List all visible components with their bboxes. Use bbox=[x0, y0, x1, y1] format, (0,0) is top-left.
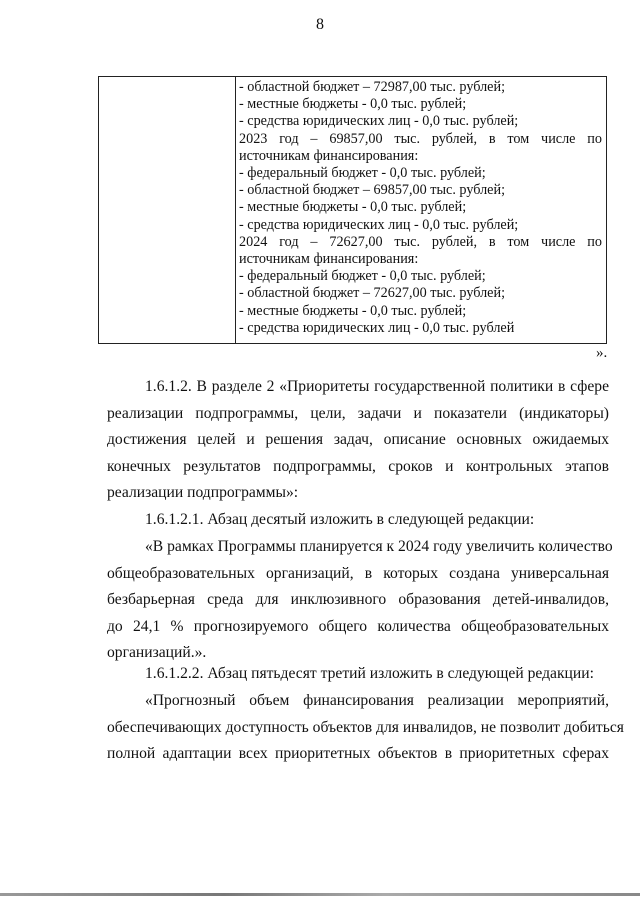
table-line: - федеральный бюджет - 0,0 тыс. рублей; bbox=[239, 165, 486, 182]
table-column-divider bbox=[235, 77, 236, 343]
table-line: - средства юридических лиц - 0,0 тыс. рублей; bbox=[239, 113, 519, 130]
paragraph-section-2 bbox=[107, 374, 609, 507]
paragraph-quote-2 bbox=[107, 688, 624, 768]
paragraph-line: полной адаптации всех приоритетных объектов в приоритетных сферах bbox=[107, 745, 609, 762]
table-line: 2023 год – 69857,00 тыс. рублей, в том числе по bbox=[239, 130, 602, 147]
paragraph-amendment-10 bbox=[107, 507, 609, 534]
paragraph-line: общеобразовательных организаций, в которых создана универсальная bbox=[107, 564, 609, 582]
table-line: - местные бюджеты - 0,0 тыс. рублей; bbox=[239, 96, 467, 113]
table-line: - местные бюджеты - 0,0 тыс. рублей; bbox=[239, 302, 467, 319]
financing-cell bbox=[239, 79, 602, 337]
scan-bottom-edge bbox=[0, 893, 640, 896]
paragraph-line: безбарьерная среда для инклюзивного образования детей-инвалидов, bbox=[107, 591, 609, 608]
paragraph-line: 1.6.1.2.1. Абзац десятый изложить в следующей редакции: bbox=[145, 511, 535, 528]
paragraph-line: реализации подпрограммы, цели, задачи и показатели (индикаторы) bbox=[107, 404, 609, 422]
table-line: - местные бюджеты - 0,0 тыс. рублей; bbox=[239, 199, 467, 216]
page-number: 8 bbox=[316, 16, 324, 33]
closing-quote: ». bbox=[596, 345, 608, 361]
paragraph-line: 1.6.1.2. В разделе 2 «Приоритеты государственной политики в сфере bbox=[145, 378, 609, 395]
paragraph-line: до 24,1 % прогнозируемого общего количества общеобразовательных bbox=[107, 617, 609, 635]
table-line: - средства юридических лиц - 0,0 тыс. рублей; bbox=[239, 216, 519, 233]
paragraph-line: реализации подпрограммы»: bbox=[107, 484, 299, 501]
paragraph-line: организаций.». bbox=[107, 644, 207, 661]
table-line: источникам финансирования: bbox=[239, 147, 419, 164]
paragraph-line: «Прогнозный объем финансирования реализации мероприятий, bbox=[145, 692, 609, 709]
financing-table bbox=[98, 76, 607, 344]
paragraph-line: 1.6.1.2.2. Абзац пятьдесят третий изложить в следующей редакции: bbox=[145, 665, 594, 682]
table-line: - средства юридических лиц - 0,0 тыс. рублей bbox=[239, 319, 515, 336]
paragraph-amendment-53 bbox=[107, 661, 609, 688]
paragraph-line: конечных результатов подпрограммы, сроков и контрольных этапов bbox=[107, 457, 609, 475]
table-line: - федеральный бюджет - 0,0 тыс. рублей; bbox=[239, 268, 486, 285]
table-line: 2024 год – 72627,00 тыс. рублей, в том числе по bbox=[239, 233, 602, 250]
paragraph-quote-1 bbox=[107, 534, 613, 667]
table-line: - областной бюджет – 72627,00 тыс. рублей; bbox=[239, 285, 506, 302]
paragraph-line: достижения целей и решения задач, описание основных ожидаемых bbox=[107, 431, 609, 448]
paragraph-line: обеспечивающих доступность объектов для инвалидов, не позволит добиться bbox=[107, 718, 624, 736]
paragraph-line: «В рамках Программы планируется к 2024 году увеличить количество bbox=[145, 538, 613, 555]
table-line: источникам финансирования: bbox=[239, 251, 419, 268]
table-line: - областной бюджет – 72987,00 тыс. рублей; bbox=[239, 79, 506, 95]
table-line: - областной бюджет – 69857,00 тыс. рублей; bbox=[239, 182, 506, 199]
